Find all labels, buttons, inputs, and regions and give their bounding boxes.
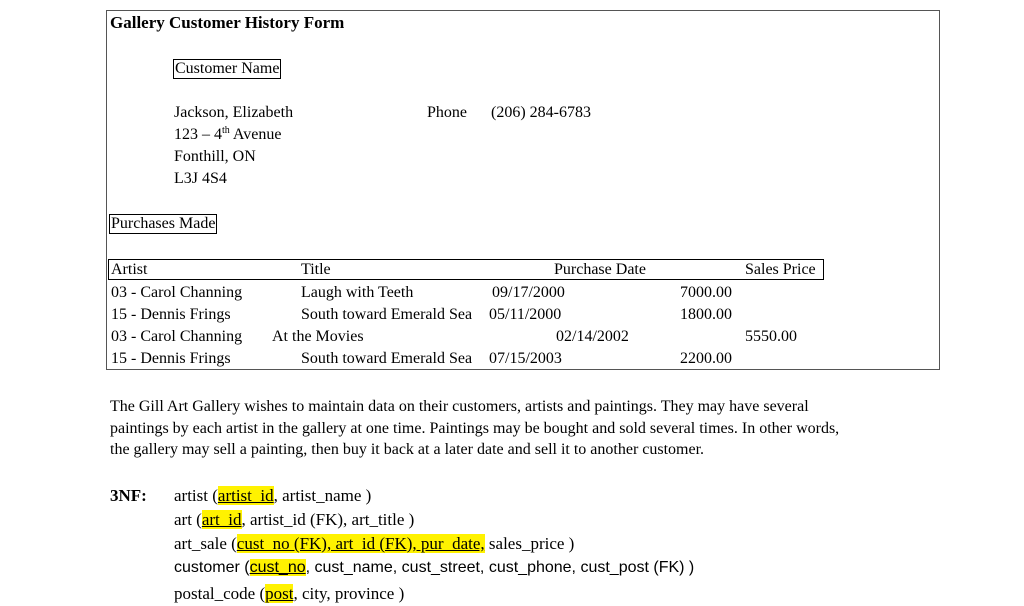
row-4-date: 07/15/2003 [489,350,562,367]
street-number: 123 – 4 [174,126,222,143]
schema-art-sale-attrs: sales_price ) [484,534,575,553]
description-line-1: The Gill Art Gallery wishes to maintain data on their customers, artists and paintings. They may have several [110,398,809,415]
schema-art-sale-key: cust_no (FK), art_id (FK), pur_date, [236,534,485,553]
description-line-3: the gallery may sell a painting, then buy it back at a later date and sell it to another customer. [110,441,705,458]
row-2-artist: 15 - Dennis Frings [111,306,231,323]
street-name: Avenue [229,126,282,143]
schema-artist [174,486,371,506]
description-line-2: paintings by each artist in the gallery at one time. Paintings may be bought and sold several times. In other words, [110,419,840,437]
row-3-artist: 03 - Carol Channing [111,328,243,345]
schema-customer [174,559,694,577]
purchases-header-row [108,259,824,280]
customer-name-label: Customer Name [175,60,280,77]
row-1-date: 09/17/2000 [492,284,565,301]
purchases-made-label: Purchases Made [111,215,216,232]
schema-postal-code-attrs: , city, province ) [293,584,405,603]
row-1-title: Laugh with Teeth [301,284,414,301]
schema-art-sale-name: art_sale ( [174,534,237,553]
schema-artist-key: artist_id [217,486,274,505]
form-title: Gallery Customer History Form [110,13,345,32]
schema-art-key: art_id [201,510,242,529]
schema-art-sale [174,534,574,554]
row-4-price: 2200.00 [680,350,732,367]
row-2-title: South toward Emerald Sea [301,306,473,323]
col-purchase-date: Purchase Date [554,261,646,278]
phone-label: Phone [427,104,467,121]
schema-postal-code [174,584,404,604]
schema-customer-attrs: , cust_name, cust_street, cust_phone, cust_post (FK) ) [305,559,695,576]
schema-customer-name: customer ( [174,559,250,576]
customer-postal: L3J 4S4 [174,170,227,187]
customer-name: Jackson, Elizabeth [174,104,294,121]
phone-value: (206) 284-6783 [491,104,591,121]
schema-artist-attrs: , artist_name ) [273,486,372,505]
col-title: Title [301,261,331,278]
row-3-price: 5550.00 [745,328,797,345]
row-1-price: 7000.00 [680,284,732,301]
schema-postal-code-name: postal_code ( [174,584,266,603]
schema-artist-name: artist ( [174,486,218,505]
schema-art-attrs: , artist_id (FK), art_title ) [241,510,415,529]
street-suffix: th [222,125,230,136]
row-3-date: 02/14/2002 [556,328,629,345]
schema-art-name: art ( [174,510,202,529]
schema-customer-key: cust_no [249,559,306,576]
row-3-title: At the Movies [272,328,364,345]
row-2-date: 05/11/2000 [489,306,562,323]
customer-city: Fonthill, ON [174,148,256,165]
row-1-artist: 03 - Carol Channing [111,284,243,301]
customer-street [174,126,281,144]
description-paragraph [110,396,930,461]
col-sales-price: Sales Price [745,261,816,278]
nf-label: 3NF: [110,486,147,505]
schema-postal-code-key: post [265,584,294,603]
col-artist: Artist [111,261,148,278]
schema-art [174,510,414,530]
row-2-price: 1800.00 [680,306,732,323]
row-4-artist: 15 - Dennis Frings [111,350,231,367]
row-4-title: South toward Emerald Sea [301,350,473,367]
